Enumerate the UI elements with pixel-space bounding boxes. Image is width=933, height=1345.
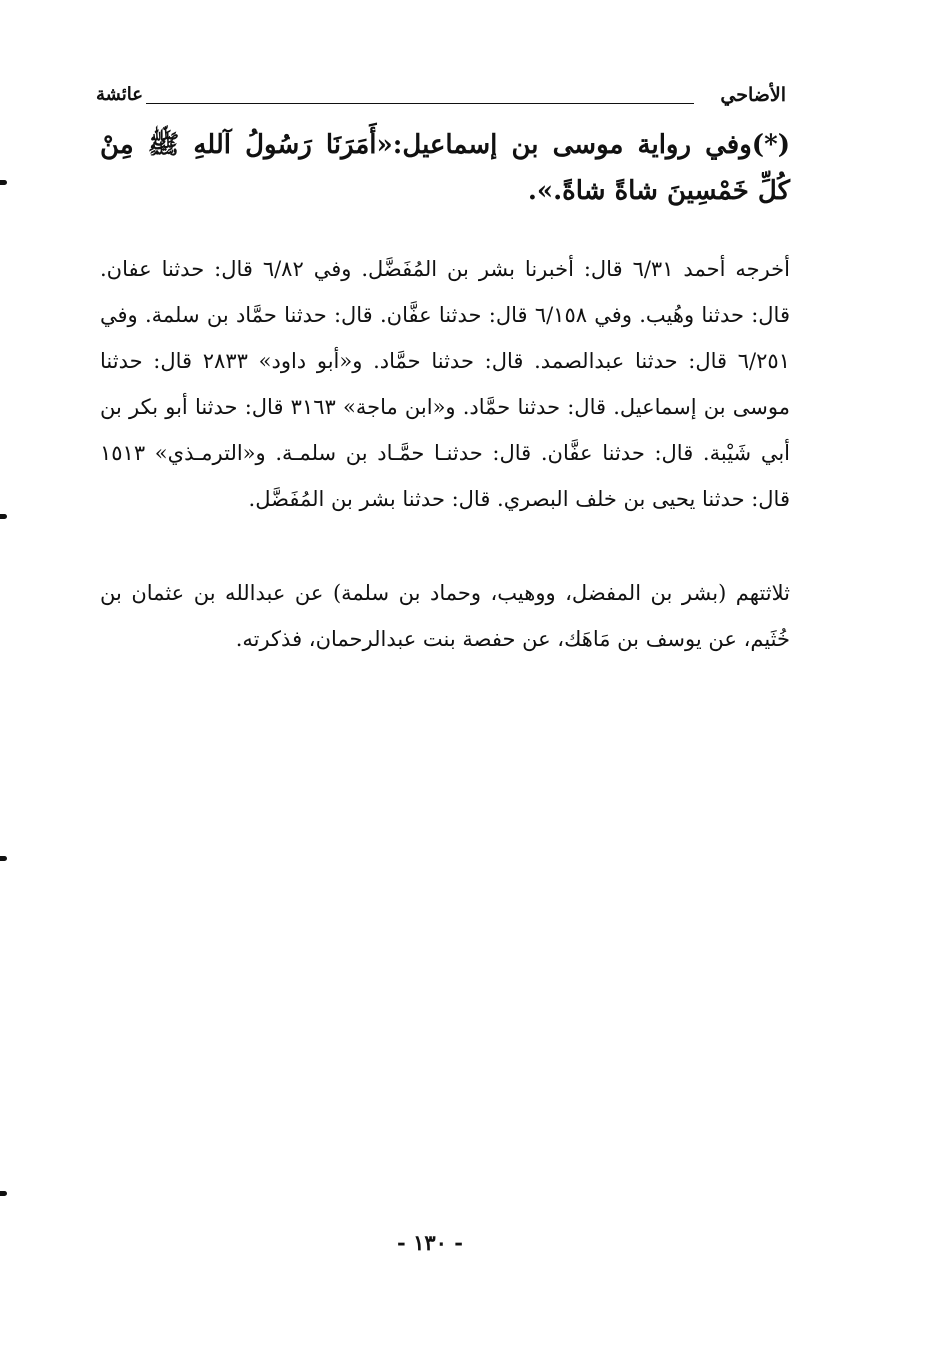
- scan-edge-mark: [0, 1191, 7, 1196]
- scan-edge-mark: [0, 514, 7, 519]
- page-number: - ١٣٠ -: [397, 1230, 463, 1255]
- hadith-quote: (*)وفي رواية موسى بن إسماعيل:«أَمَرَنَا رَسُولُ آللهِ ﷺ مِنْ كُلِّ خَمْسِينَ شاةً شاةً.».: [100, 130, 790, 206]
- scan-edge-mark: [0, 180, 7, 185]
- section-title: عائشة: [96, 84, 143, 105]
- scan-edge-mark: [0, 856, 7, 861]
- header-rule: [146, 103, 694, 104]
- running-header: [96, 84, 786, 114]
- takhrij-paragraph: أخرجه أحمد ٦/٣١ قال: أخبرنا بشر بن المُفَضَّل. وفي ٦/٨٢ قال: حدثنا عفان. قال: حدثنا وهُيب. وفي ٦/١٥٨ قال: حدثنا عفَّان. قال: حدثنا حمَّاد بن سلمة. وفي ٦/٢٥١ قال: حدثنا عبدالصمد. قال: حدثنا حمَّاد. و«أبو داود» ٢٨٣٣ قال: حدثنا موسى بن إسماعيل. قال: حدثنا حمَّاد. و«ابن ماجة» ٣١٦٣ قال: حدثنا أبو بكر بن أبي شَيْبة. قال: حدثنا عفَّان. قال: حدثنـا حمَّـاد بن سلمـة. و«الترمـذي» ١٥١٣ قال: حدثنا يحيى بن خلف البصري. قال: حدثنا بشر بن المُفَضَّل.: [100, 257, 791, 511]
- book-title: الأضاحي: [720, 84, 786, 106]
- chain-paragraph: ثلاثتهم (بشر بن المفضل، ووهيب، وحماد بن سلمة) عن عبدالله بن عثمان بن خُثَيم، عن يوسف بن مَاهَك، عن حفصة بنت عبدالرحمان، فذكرته.: [100, 581, 790, 651]
